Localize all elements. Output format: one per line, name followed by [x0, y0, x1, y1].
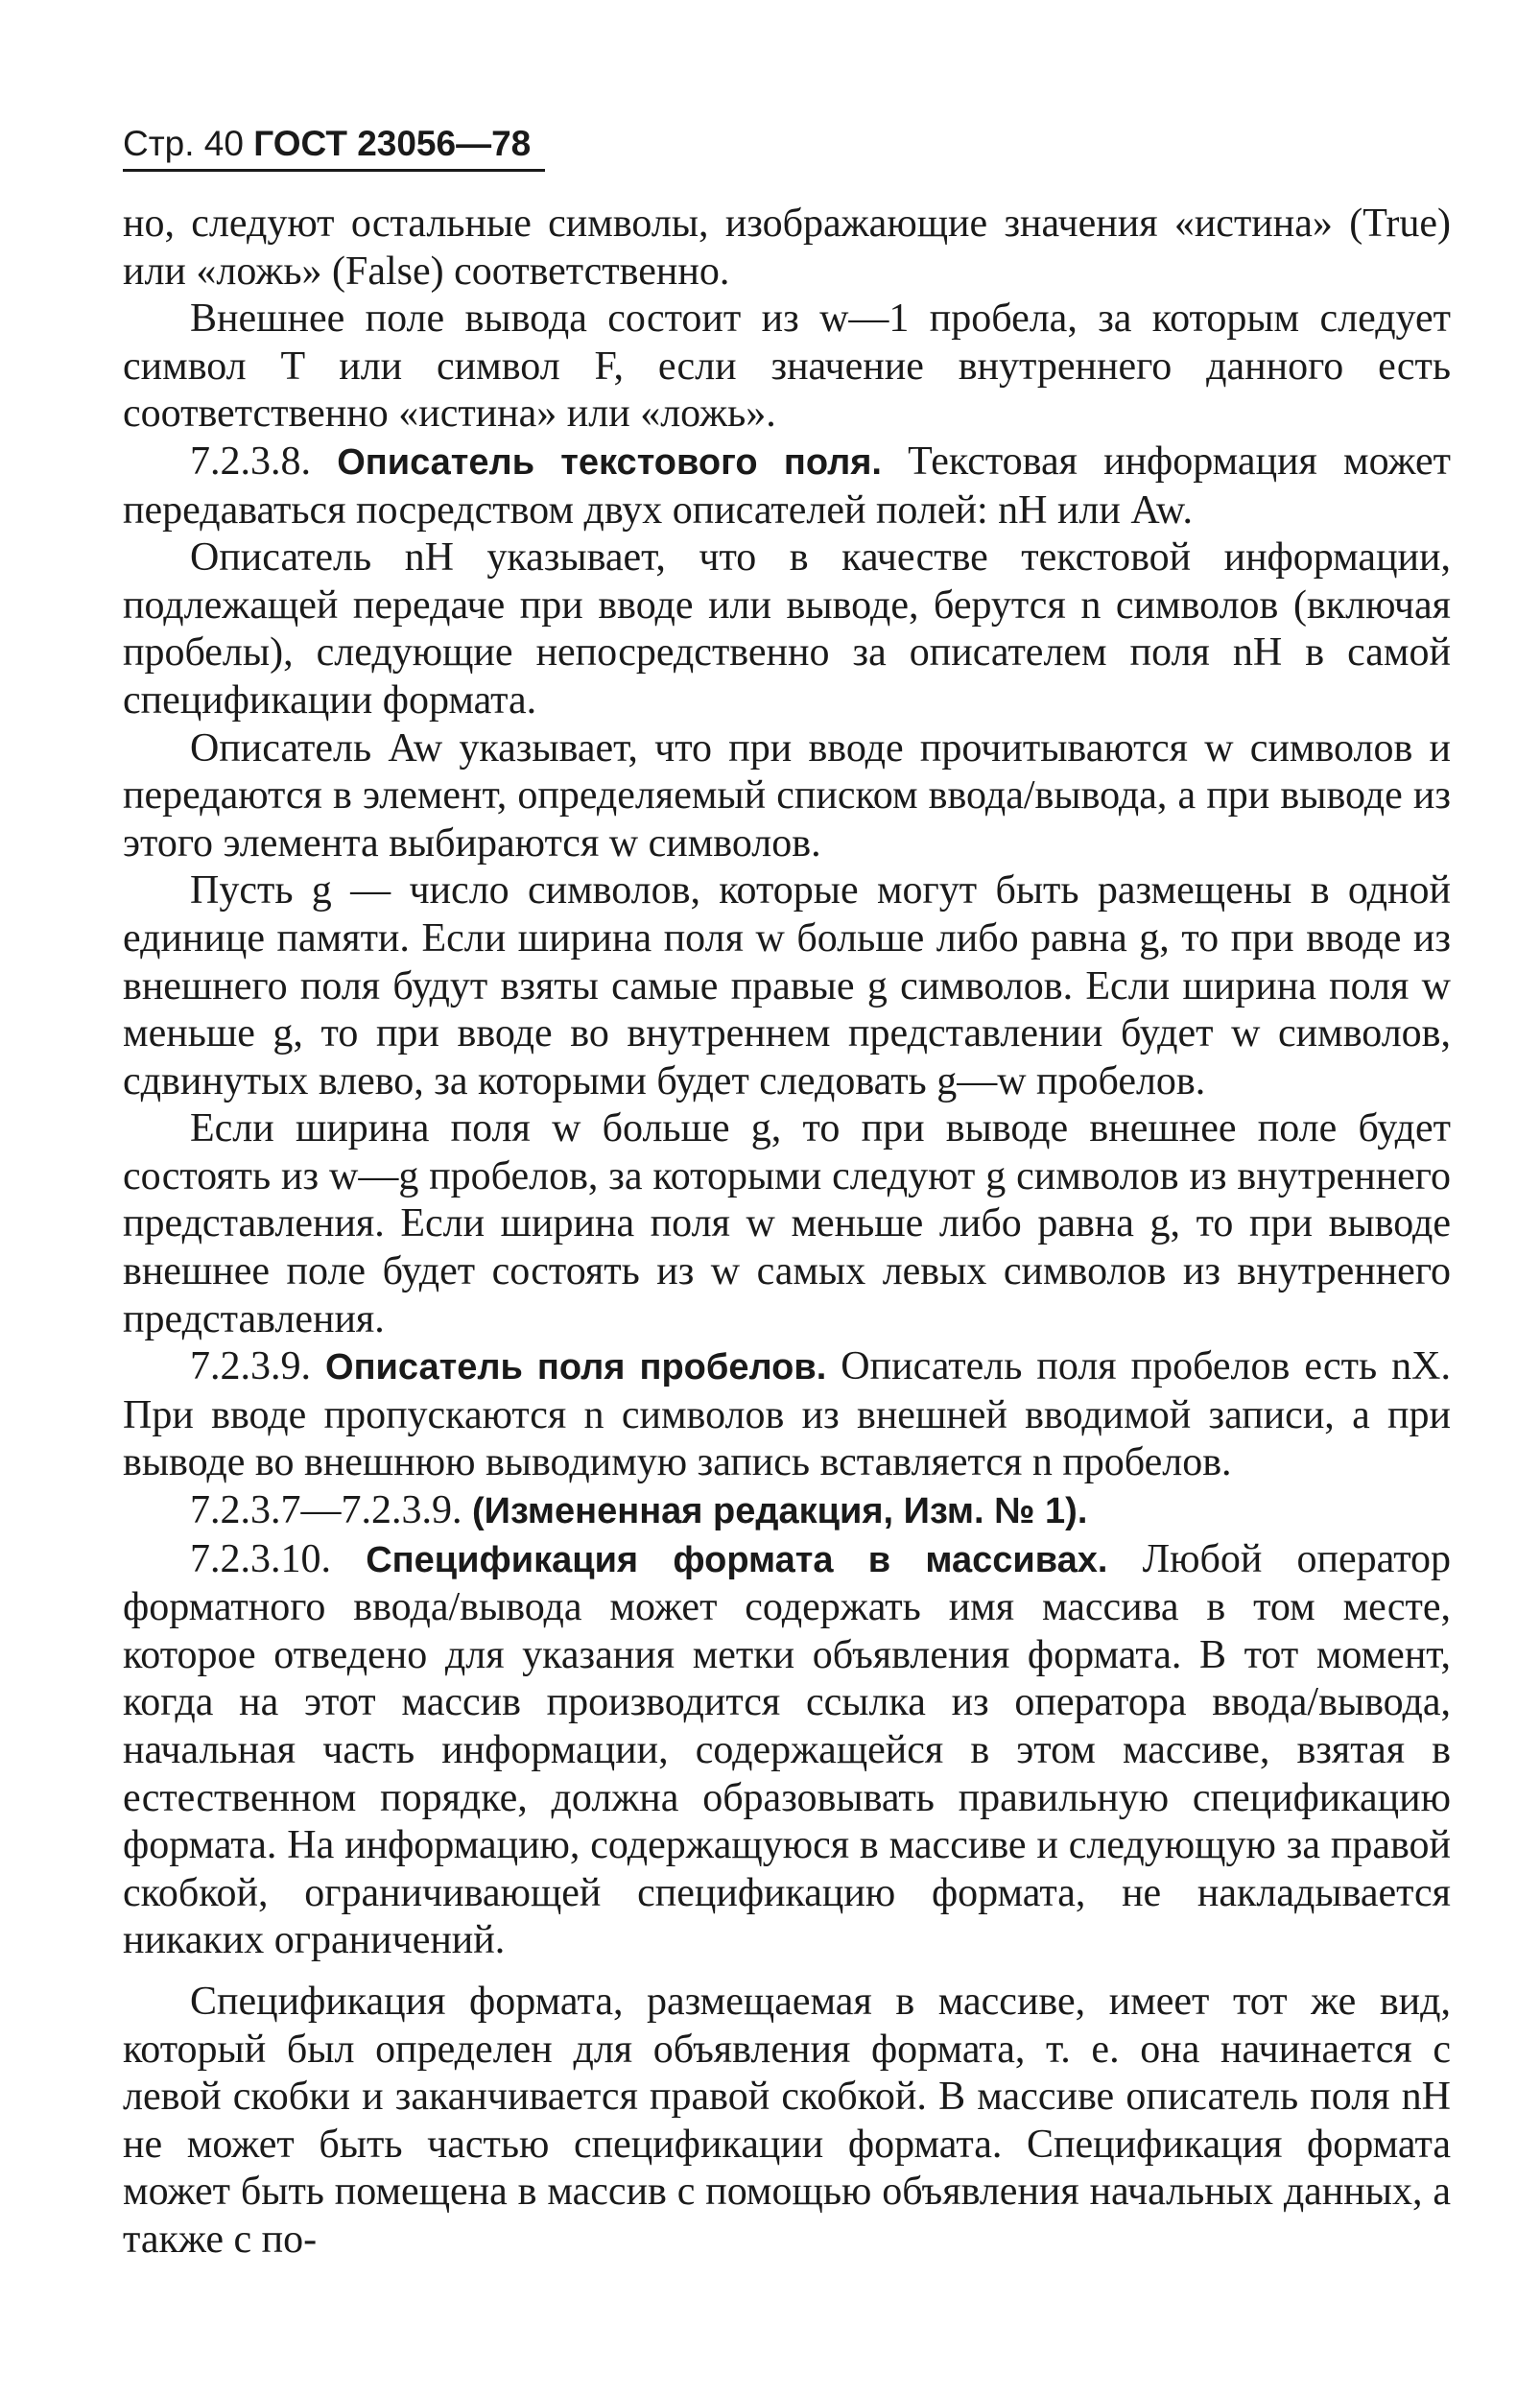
section-range: 7.2.3.7—7.2.3.9.	[190, 1488, 462, 1533]
page-number: Стр. 40	[123, 124, 244, 163]
document-page	[123, 123, 1451, 2265]
page-header	[123, 123, 1451, 165]
amendment-note	[123, 1487, 1451, 1536]
section-7-2-3-10: 7.2.3.10. Спецификация формата в массивах. Любой оператор форматного ввода/вывода может содержать имя массива в том месте, которое отведено для указания метки объявления формата. В тот момент, когда на этот массив производится ссылка из оператора ввода/вывода, начальная часть информации, содержащейся в этом массиве, взятая в естественном порядке, должна образовывать правильную спецификацию формата. На информацию, содержащуюся в массиве и следующую за правой скобкой, ограничивающей спецификацию формата, не накладывается никаких ограничений.	[123, 1536, 1452, 1963]
section-number: 7.2.3.8.	[190, 439, 311, 484]
section-7-2-3-9: 7.2.3.9. Описатель поля пробелов. Описатель поля пробелов есть nX. При вводе пропускаются n символов из внешней вводимой записи, а при выводе во внешнюю выводимую запись вставляется n пробелов.	[123, 1344, 1452, 1485]
paragraph-continuation: но, следуют остальные символы, изображающие значения «истина» (True) или «ложь» (False) соответственно.	[123, 202, 1451, 294]
section-number: 7.2.3.9.	[190, 1344, 311, 1389]
header-rule	[123, 169, 545, 172]
standard-number: ГОСТ 23056—78	[253, 124, 532, 163]
document-body	[123, 201, 1451, 2265]
paragraph-array-format: Спецификация формата, размещаемая в массиве, имеет тот же вид, который был определен для объявления формата, т. е. она начинается с левой скобки и заканчивается правой скобкой. В массиве описатель поля nH не может быть частью спецификации формата. Спецификация формата может быть помещена в массив с помощью объявления начальных данных, а также с по-	[123, 1979, 1451, 2262]
paragraph-g-symbols: Пусть g — число символов, которые могут быть размещены в одной единице памяти. Если ширина поля w больше либо равна g, то при вводе из внешнего поля будут взяты самые правые g символов. Если ширина поля w меньше g, то при вводе во внутреннем представлении будет w символов, сдвинутых влево, за которыми будет следовать g—w пробелов.	[123, 868, 1451, 1103]
section-number: 7.2.3.10.	[190, 1536, 331, 1581]
amendment-heading: (Измененная редакция, Изм. № 1).	[472, 1491, 1088, 1532]
paragraph-output-width: Если ширина поля w больше g, то при выводе внешнее поле будет состоять из w—g пробелов, за которыми следуют g символов из внутреннего представления. Если ширина поля w меньше либо равна g, то при выводе внешнее поле будет состоять из w самых левых символов из внутреннего представления.	[123, 1106, 1451, 1341]
paragraph-output-field: Внешнее поле вывода состоит из w—1 пробела, за которым следует символ T или символ F, если значение внутреннего данного есть соответственно «истина» или «ложь».	[123, 297, 1451, 437]
section-heading: Описатель поля пробелов.	[325, 1347, 827, 1388]
section-7-2-3-8: 7.2.3.8. Описатель текстового поля. Текстовая информация может передаваться посредством двух описателей полей: nH или Aw.	[123, 439, 1452, 533]
paragraph-aw-descriptor: Описатель Aw указывает, что при вводе прочитываются w символов и передаются в элемент, определяемый списком ввода/вывода, а при выводе из этого элемента выбираются w символов.	[123, 725, 1451, 866]
section-heading: Спецификация формата в массивах.	[366, 1539, 1108, 1580]
paragraph-nh-descriptor: Описатель nH указывает, что в качестве текстовой информации, подлежащей передаче при вводе или выводе, берутся n символов (включая пробелы), следующие непосредственно за описателем поля nH в самой спецификации формата.	[123, 535, 1451, 723]
section-heading: Описатель текстового поля.	[337, 441, 882, 483]
